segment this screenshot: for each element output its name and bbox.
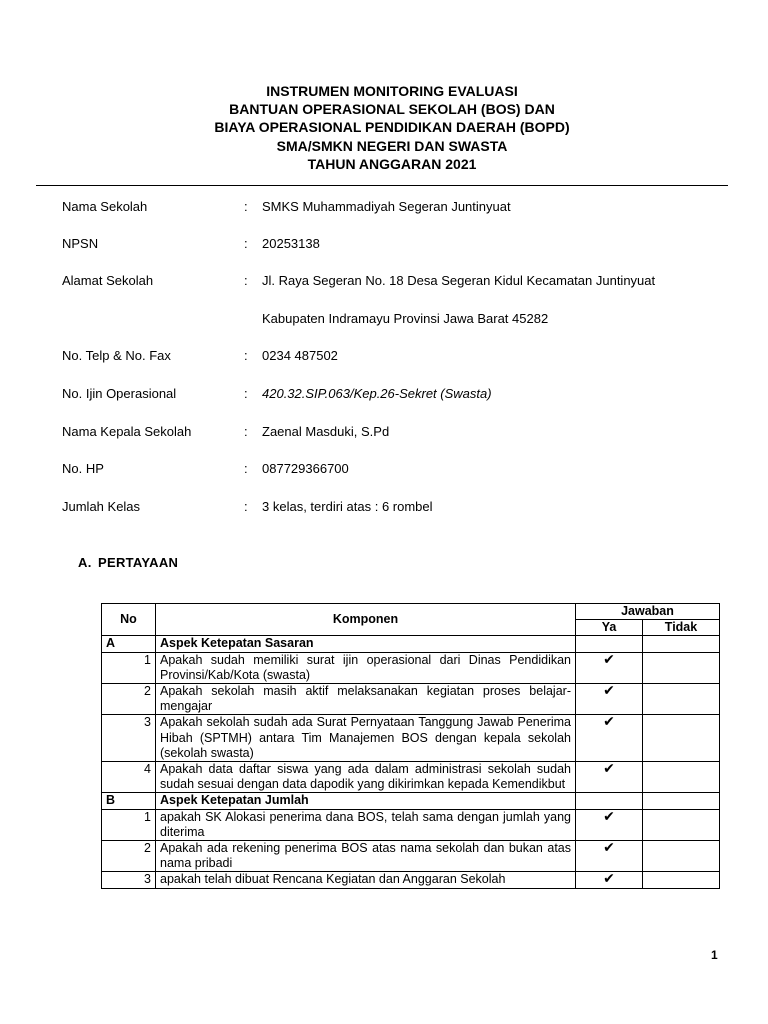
checkmark-icon: ✔ xyxy=(603,808,615,825)
question-text: Apakah data daftar siswa yang ada dalam administrasi sekolah sudah sudah sesuai dengan data dapodik yang dikirimkan kepada Kemendikbut xyxy=(156,762,576,793)
header-tidak: Tidak xyxy=(643,620,720,636)
table-row xyxy=(102,872,720,888)
title-line-4: SMA/SMKN NEGERI DAN SWASTA xyxy=(276,137,508,154)
answer-ya xyxy=(576,809,643,840)
section-heading xyxy=(78,555,178,570)
section-number: A. xyxy=(78,555,92,570)
row-number: 3 xyxy=(102,872,156,888)
info-value: Zaenal Masduki, S.Pd xyxy=(262,424,390,439)
info-label: Jumlah Kelas xyxy=(62,499,141,514)
answer-tidak xyxy=(643,762,720,793)
title-line-3: BIAYA OPERASIONAL PENDIDIKAN DAERAH (BOPD) xyxy=(214,119,570,136)
checkmark-icon: ✔ xyxy=(603,714,615,731)
info-separator: : xyxy=(244,386,248,401)
info-value: 20253138 xyxy=(262,236,320,251)
page-number: 1 xyxy=(711,948,718,962)
info-separator: : xyxy=(244,461,248,476)
question-text: Apakah sudah memiliki surat ijin operasional dari Dinas Pendidikan Provinsi/Kab/Kota (swasta) xyxy=(156,652,576,683)
answer-ya xyxy=(576,652,643,683)
info-separator: : xyxy=(244,273,248,288)
title-line-2: BANTUAN OPERASIONAL SEKOLAH (BOS) DAN xyxy=(229,101,555,118)
info-value: 0234 487502 xyxy=(262,348,338,363)
table-row xyxy=(102,715,720,762)
info-value: SMKS Muhammadiyah Segeran Juntinyuat xyxy=(262,199,511,214)
answer-tidak xyxy=(643,841,720,872)
row-number: 1 xyxy=(102,809,156,840)
empty-cell xyxy=(643,793,720,809)
info-value: 087729366700 xyxy=(262,461,349,476)
info-label: NPSN xyxy=(62,236,99,251)
document-title xyxy=(0,82,768,173)
answer-tidak xyxy=(643,684,720,715)
checkmark-icon: ✔ xyxy=(603,683,615,700)
row-number: 1 xyxy=(102,652,156,683)
row-number: 2 xyxy=(102,841,156,872)
question-table xyxy=(101,603,720,889)
table-row xyxy=(102,684,720,715)
answer-tidak xyxy=(643,715,720,762)
question-text: apakah SK Alokasi penerima dana BOS, telah sama dengan jumlah yang diterima xyxy=(156,809,576,840)
header-komponen: Komponen xyxy=(156,604,576,636)
title-line-1: INSTRUMEN MONITORING EVALUASI xyxy=(266,83,518,99)
table-row xyxy=(102,652,720,683)
header-no: No xyxy=(102,604,156,636)
empty-cell xyxy=(576,793,643,809)
answer-tidak xyxy=(643,809,720,840)
answer-ya xyxy=(576,715,643,762)
empty-cell xyxy=(643,636,720,652)
info-value: Kabupaten Indramayu Provinsi Jawa Barat 45282 xyxy=(262,311,549,326)
info-separator: : xyxy=(244,199,248,214)
group-title: Aspek Ketepatan Sasaran xyxy=(156,636,576,652)
checkmark-icon: ✔ xyxy=(603,761,615,778)
question-text: Apakah ada rekening penerima BOS atas nama sekolah dan bukan atas nama pribadi xyxy=(156,841,576,872)
info-separator: : xyxy=(244,424,248,439)
group-row-b xyxy=(102,793,720,809)
answer-tidak xyxy=(643,652,720,683)
group-letter: B xyxy=(102,793,156,809)
row-number: 3 xyxy=(102,715,156,762)
answer-tidak xyxy=(643,872,720,888)
question-text: apakah telah dibuat Rencana Kegiatan dan Anggaran Sekolah xyxy=(156,872,576,888)
group-letter: A xyxy=(102,636,156,652)
question-text: Apakah sekolah masih aktif melaksanakan kegiatan proses belajar-mengajar xyxy=(156,684,576,715)
checkmark-icon: ✔ xyxy=(603,651,615,668)
info-label: Nama Sekolah xyxy=(62,199,148,214)
row-number: 4 xyxy=(102,762,156,793)
info-label: No. Telp & No. Fax xyxy=(62,348,171,363)
info-value: Jl. Raya Segeran No. 18 Desa Segeran Kidul Kecamatan Juntinyuat xyxy=(262,273,656,288)
checkmark-icon: ✔ xyxy=(603,871,615,888)
section-title: PERTAYAAN xyxy=(98,555,179,570)
answer-ya xyxy=(576,762,643,793)
table-header-row xyxy=(102,604,720,620)
checkmark-icon: ✔ xyxy=(603,840,615,857)
table-row xyxy=(102,809,720,840)
row-number: 2 xyxy=(102,684,156,715)
header-divider xyxy=(36,185,728,186)
title-line-5: TAHUN ANGGARAN 2021 xyxy=(307,155,477,172)
table-row xyxy=(102,762,720,793)
answer-ya xyxy=(576,684,643,715)
table-row xyxy=(102,841,720,872)
answer-ya xyxy=(576,872,643,888)
info-label: Alamat Sekolah xyxy=(62,273,154,288)
info-label: Nama Kepala Sekolah xyxy=(62,424,192,439)
group-title: Aspek Ketepatan Jumlah xyxy=(156,793,576,809)
answer-ya xyxy=(576,841,643,872)
info-value: 420.32.SIP.063/Kep.26-Sekret (Swasta) xyxy=(262,386,492,401)
info-label: No. HP xyxy=(62,461,104,476)
empty-cell xyxy=(576,636,643,652)
header-ya: Ya xyxy=(576,620,643,636)
info-separator: : xyxy=(244,348,248,363)
info-separator: : xyxy=(244,499,248,514)
group-row-a xyxy=(102,636,720,652)
info-value: 3 kelas, terdiri atas : 6 rombel xyxy=(262,499,433,514)
info-label: No. Ijin Operasional xyxy=(62,386,177,401)
header-jawaban: Jawaban xyxy=(576,604,720,620)
info-separator: : xyxy=(244,236,248,251)
question-text: Apakah sekolah sudah ada Surat Pernyataan Tanggung Jawab Penerima Hibah (SPTMH) antara Tim Manajemen BOS dengan kepala sekolah (sekolah swasta) xyxy=(156,715,576,762)
